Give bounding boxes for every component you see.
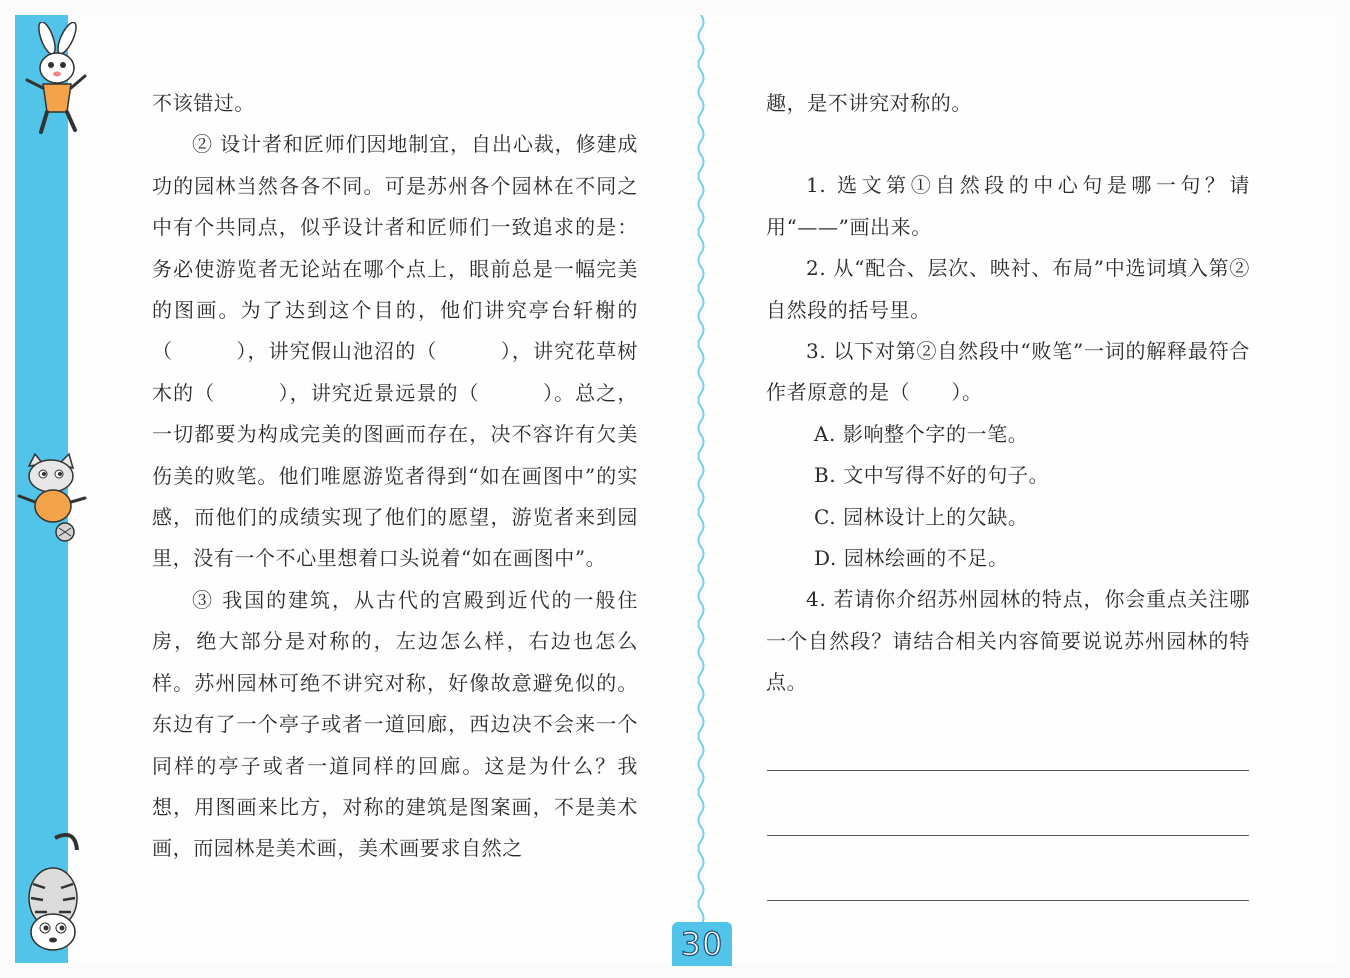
question-3: 3. 以下对第②自然段中“败笔”一词的解释最符合作者原意的是（ ）。	[766, 339, 1250, 405]
answer-line-3[interactable]	[767, 900, 1249, 901]
passage-para-3: ③ 我国的建筑，从古代的宫殿到近代的一般住房，绝大部分是对称的，左边怎么样，右边也怎么样。苏州园林可绝不讲究对称，好像故意避免似的。东边有了一个亭子或者一道回廊，西边决不会来一个同样的亭子或者一道同样的回廊。这是为什么？我想，用图画来比方，对称的建筑是图案画，不是美术画，而园林是美术画，美术画要求自然之	[152, 587, 638, 861]
question-4: 4. 若请你介绍苏州园林的特点，你会重点关注哪一个自然段？请结合相关内容简要说说苏州园林的特点。	[766, 587, 1250, 695]
question-1: 1. 选文第①自然段的中心句是哪一句？请用“——”画出来。	[766, 173, 1250, 239]
cat-mascot-icon	[15, 452, 89, 544]
choice-a: A. 影响整个字的一笔。	[814, 421, 1029, 446]
answer-line-2[interactable]	[767, 835, 1249, 836]
choice-d: D. 园林绘画的不足。	[814, 546, 1009, 571]
reading-passage	[152, 83, 638, 870]
passage-para-1: 不该错过。	[152, 91, 255, 115]
page-number: 30	[680, 925, 724, 963]
choice-b: B. 文中写得不好的句子。	[814, 463, 1050, 488]
tiger-mascot-icon	[15, 828, 95, 958]
passage-continuation: 趣，是不讲究对称的。	[766, 91, 972, 115]
rabbit-mascot-icon	[17, 22, 89, 140]
question-section	[766, 83, 1250, 704]
spacer	[766, 124, 1250, 165]
answer-line-1[interactable]	[767, 770, 1249, 771]
page-fold-wave	[694, 15, 708, 930]
question-2: 2. 从“配合、层次、映衬、布局”中选词填入第②自然段的括号里。	[766, 256, 1250, 322]
choice-c: C. 园林设计上的欠缺。	[814, 504, 1029, 529]
passage-para-2: ② 设计者和匠师们因地制宜，自出心裁，修建成功的园林当然各各不同。可是苏州各个园林在不同之中有个共同点，似乎设计者和匠师们一致追求的是：务必使游览者无论站在哪个点上，眼前总是一幅完美的图画。为了达到这个目的，他们讲究亭台轩榭的（ ），讲究假山池沼的（ ），讲究花草树木的（ ），讲究近景远景的（ ）。总之，一切都要为构成完美的图画而存在，决不容许有欠美伤美的败笔。他们唯愿游览者得到“如在画图中”的实感，而他们的成绩实现了他们的愿望，游览者来到园里，没有一个不心里想着口头说着“如在画图中”。	[152, 132, 638, 571]
